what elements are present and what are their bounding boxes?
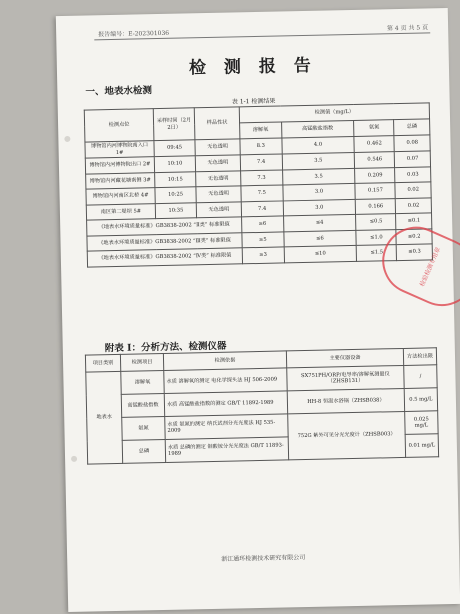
col-header: 检测点位 [84,109,154,142]
official-seal: 检验检测专用章 [371,216,460,317]
col-header: 氨氮 [354,120,394,137]
col-header: 检测项目 [120,353,163,371]
col-header: 检测值（mg/L） [239,103,429,123]
col-header: 高锰酸盐指数 [281,120,354,138]
page-title: 检 测 报 告 [188,55,317,79]
section-heading: 一、地表水检测 [85,85,153,98]
col-header: 项目类别 [85,354,120,372]
methods-table [85,347,439,464]
punch-hole [64,136,70,142]
appendix-heading: 附表 I：分析方法、检测仪器 [104,340,227,355]
table-row: 博物馆内河博物院南入口 1# 09:45 无色透明 8.3 4.0 0.462 0.08 [85,135,430,158]
table-row: 南区第二堤坝 5# 10:35 无色透明 7.4 3.0 0.166 0.02 [86,197,431,220]
standard-row: 《地表水环境质量标准》GB3838-2002 “Ⅲ类” 标准限值 ≥5 ≤6 ≤1.0 ≤0.2 [87,228,432,251]
table-row: 总磷 水质 总磷的测定 钼酸铵分光光度法 GB/T 11893-1989 0.01 mg/L [87,434,438,464]
category-cell: 地表水 [86,371,123,464]
col-header: 采样时间（2月2日） [153,108,195,141]
table-row: 地表水 溶解氧 水质 溶解氧的测定 电化学探头法 HJ 506-2009 SX751PH/ORP/电导率/溶解氧测量仪（ZHSB131） / [86,365,437,395]
punch-hole [71,456,77,462]
col-header: 样品性状 [194,107,240,140]
col-header: 总磷 [394,119,430,136]
col-header: 检测依据 [163,351,286,371]
standard-row: 《地表水环境质量标准》GB3838-2002 “Ⅱ类” 标准限值 ≥6 ≤4 ≤0.5 ≤0.1 [87,213,432,236]
report-page [56,8,460,612]
results-table [84,102,433,267]
col-header: 方法检出限 [403,348,436,366]
table-row: 博物馆内河藏花塘南侧 3# 10:15 无色透明 7.3 3.5 0.209 0.03 [86,166,431,189]
company-footer: 浙江通环检测技术研究有限公司 [221,554,306,563]
table-row: 博物馆内河南区北桥 4# 10:25 无色透明 7.5 3.0 0.157 0.02 [86,182,431,205]
table-row: 博物馆内河博物院出口 2# 10:10 无色透明 7.4 3.5 0.546 0.07 [85,151,430,174]
report-number: 报告编号：E-202301036 [98,29,170,39]
standard-row: 《地表水环境质量标准》GB3838-2002 “Ⅳ类” 标准限值 ≥3 ≤10 ≤1.5 ≤0.3 [87,244,432,267]
col-header: 主要仪器设备 [286,348,403,367]
table-row: 氨氮 水质 氨氮的测定 纳氏试剂分光光度法 HJ 535-2009 752G 紫外可见分光光度计（ZHSB003） 0.025 mg/L [87,411,438,441]
col-header: 溶解氧 [240,122,282,139]
table-caption: 表 1-1 检测结果 [231,97,276,106]
table-row: 高锰酸盐指数 水质 高锰酸盐指数的测定 GB/T 11892-1989 HH-8 恒温水浴锅（ZHSB038） 0.5 mg/L [86,388,437,418]
page-number: 第 4 页 共 5 页 [386,24,429,33]
